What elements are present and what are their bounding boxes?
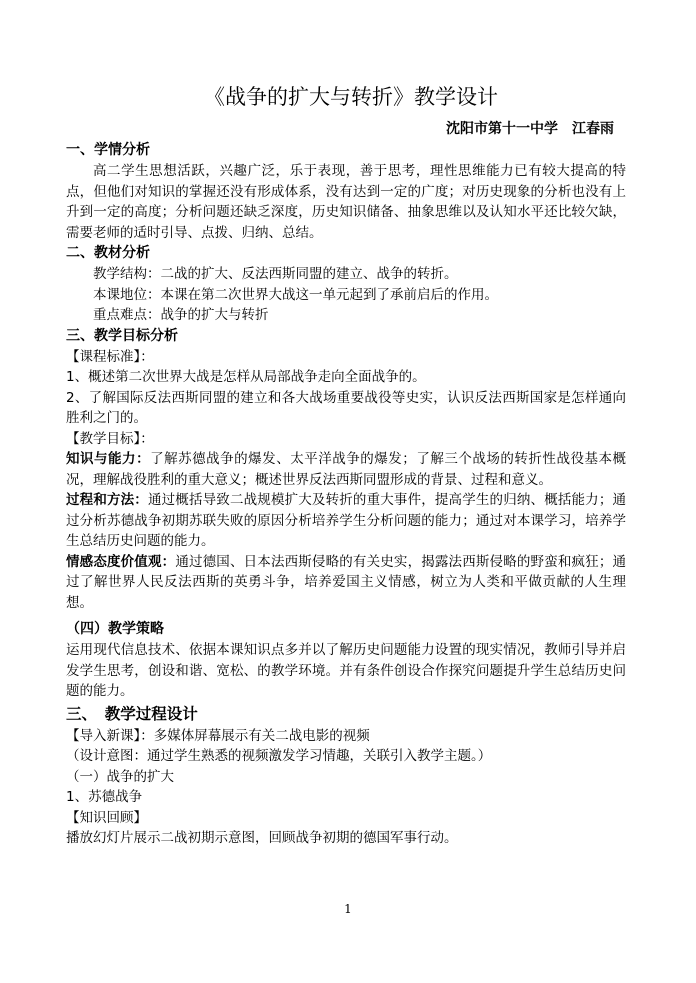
key-difficult-points: 重点难点：战争的扩大与转折	[93, 307, 269, 323]
goal-text: 了解苏德战争的爆发、太平洋战争的爆发；了解三个战场的转折性战役基本概况，理解战役胜利的重大意义；概述世界反法西斯同盟形成的背景、过程和意义。	[66, 451, 627, 488]
learner-analysis-text: 高二学生思想活跃，兴趣广泛，乐于表现，善于思考，理性思维能力已有较大提高的特点，但他们对知识的掌握还没有形成体系，没有达到一定的广度；对历史现象的分析也没有上升到一定的高度；分析问题还缺乏深度，历史知识储备、抽象思维以及认知水平还比较欠缺，需要老师的适时引导、点拨、归纳、总结。	[66, 163, 626, 241]
intro-new-lesson: 【导入新课】：多媒体屏幕展示有关二战电影的视频	[66, 727, 370, 744]
curriculum-standard-label: 【课程标准】：	[66, 348, 154, 365]
section-heading-learner-analysis: 一、学情分析	[66, 142, 150, 158]
goal-process-method	[66, 490, 626, 552]
knowledge-review-label: 【知识回顾】	[66, 809, 147, 826]
goal-text: 通过概括导致二战规模扩大及转折的重大事件，提高学生的归纳、概括能力；通过分析苏德战争初期苏联失败的原因分析培养学生分析问题的能力；通过对本课学习，培养学生总结历史问题的能力。	[66, 492, 627, 549]
standard-item-1: 1、概述第二次世界大战是怎样从局部战争走向全面战争的。	[66, 369, 426, 385]
section-heading-objectives: 三、教学目标分析	[66, 327, 178, 344]
author-line: 沈阳市第十一中学 江春雨	[446, 121, 614, 137]
goal-knowledge-ability	[66, 449, 626, 490]
document-title: 《战争的扩大与转折》教学设计	[204, 85, 498, 109]
knowledge-review-text: 播放幻灯片展示二战初期示意图，回顾战争初期的德国军事行动。	[66, 830, 458, 846]
goal-text: 通过德国、日本法西斯侵略的有关史实，揭露法西斯侵略的野蛮和疯狂；通过了解世界人民反法西斯的英勇斗争，培养爱国主义情感，树立为人类和平做贡献的人生理想。	[66, 553, 627, 611]
section-heading-process: 三、 教学过程设计	[66, 704, 198, 723]
document-body	[66, 82, 626, 849]
textbook-structure: 教学结构：二战的扩大、反法西斯同盟的建立、战争的转折。	[93, 266, 458, 282]
part-one-heading: （一）战争的扩大	[66, 768, 174, 785]
goal-emotion-values	[66, 552, 626, 614]
item-soviet-german-war: 1、苏德战争	[66, 789, 143, 805]
section-heading-textbook-analysis: 二、教材分析	[66, 245, 150, 261]
textbook-position: 本课地位：本课在第二次世界大战这一单元起到了承前启后的作用。	[93, 286, 498, 303]
teaching-goal-label: 【教学目标】：	[66, 430, 154, 447]
page-number: 1	[344, 902, 352, 916]
goal-label: 情感态度价值观：	[66, 553, 176, 570]
standard-item-2: 2、了解国际反法西斯同盟的建立和各大战场重要战役等史实，认识反法西斯国家是怎样通向胜利之门的。	[66, 389, 626, 426]
section-heading-strategy: （四）教学策略	[66, 621, 164, 637]
design-intent: （设计意图：通过学生熟悉的视频激发学习情趣，关联引入教学主题。）	[66, 748, 492, 764]
goal-label: 知识与能力：	[66, 451, 151, 467]
strategy-text: 运用现代信息技术、依据本课知识点多并以了解历史问题能力设置的现实情况，教师引导并启发学生思考，创设和谐、宽松、的教学环境。并有条件创设合作探究问题提升学生总结历史问题的能力。	[66, 642, 626, 699]
goal-label: 过程和方法：	[66, 492, 148, 508]
